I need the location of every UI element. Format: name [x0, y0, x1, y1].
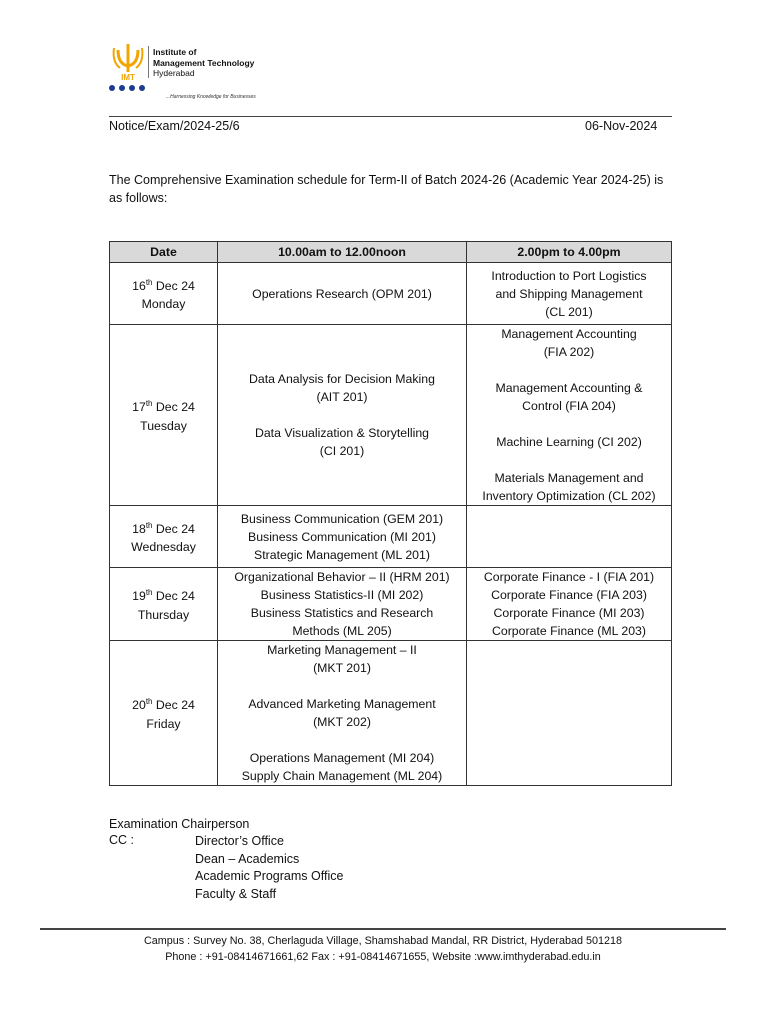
- exam-line: Strategic Management (ML 201): [254, 547, 430, 562]
- day-number: 20: [132, 698, 146, 713]
- exam-line: Control (FIA 204): [522, 399, 616, 413]
- exam-line: Methods (ML 205): [292, 624, 392, 638]
- exam-line: (FIA 202): [543, 345, 595, 359]
- date-line: [112, 395, 215, 416]
- weekday: Wednesday: [131, 540, 196, 555]
- exam-line: Management Accounting &: [495, 381, 643, 395]
- month: Dec 24: [155, 400, 195, 415]
- date-cell: [110, 263, 218, 325]
- logo-dots: [109, 85, 145, 91]
- exam-line: Management Accounting: [501, 327, 637, 341]
- exam-line: and Shipping Management: [495, 286, 643, 301]
- examination-chairperson: Examination Chairperson: [109, 817, 250, 831]
- exam-line: Data Analysis for Decision Making: [249, 372, 435, 386]
- dot-icon: [119, 85, 125, 91]
- group-spacer: [220, 731, 464, 749]
- cc-list: [195, 833, 343, 904]
- exam-line: Operations Management (MI 204): [249, 751, 435, 765]
- notice-number: Notice/Exam/2024-25/6: [109, 119, 240, 133]
- table-row: [110, 506, 672, 568]
- notice-date: 06-Nov-2024: [585, 119, 658, 133]
- exam-line: Corporate Finance (ML 203): [491, 624, 646, 638]
- morning-exams-cell: [218, 263, 467, 325]
- group-spacer: [469, 361, 669, 379]
- day-suffix: th: [145, 588, 153, 598]
- logo-tagline: ...Harnessing Knowledge for Businesses: [166, 94, 256, 100]
- group-spacer: [469, 415, 669, 433]
- svg-text:IMT: IMT: [121, 73, 135, 82]
- day-number: 18: [132, 522, 146, 537]
- morning-exams-cell: [218, 568, 467, 641]
- weekday: Thursday: [137, 607, 190, 622]
- table-header-row: [110, 242, 672, 263]
- footer-address: [40, 933, 726, 965]
- header-morning: 10.00am to 12.00noon: [218, 242, 467, 263]
- logo-line-3: Hyderabad: [153, 68, 195, 78]
- cc-label: CC :: [109, 833, 134, 847]
- day-number: 16: [132, 279, 146, 294]
- exam-line: Introduction to Port Logistics: [491, 268, 647, 283]
- exam-schedule-table: [109, 241, 672, 786]
- footer-campus: Campus : Survey No. 38, Cherlaguda Village, Shamshabad Mandal, RR District, Hyderabad 501218: [143, 935, 623, 947]
- logo-line-1: Institute of: [153, 47, 197, 57]
- month: Dec 24: [155, 279, 195, 294]
- exam-line: Business Communication (GEM 201): [240, 511, 444, 526]
- date-line: [112, 517, 215, 538]
- cc-item: Academic Programs Office: [195, 869, 344, 884]
- exam-line: Business Statistics and Research: [250, 606, 434, 620]
- date-line: [112, 693, 215, 714]
- exam-line: (AIT 201): [316, 390, 368, 404]
- day-suffix: th: [145, 399, 153, 409]
- month: Dec 24: [155, 589, 195, 604]
- logo-divider: [148, 46, 149, 78]
- dot-icon: [129, 85, 135, 91]
- day-suffix: th: [145, 520, 153, 530]
- group-spacer: [220, 677, 464, 695]
- cc-item: Dean – Academics: [195, 851, 300, 866]
- date-cell: [110, 568, 218, 641]
- exam-line: Business Statistics-II (MI 202): [260, 588, 424, 602]
- institute-logo: [108, 42, 148, 82]
- exam-line: Marketing Management – II: [267, 643, 417, 657]
- morning-exams-cell: [218, 641, 467, 786]
- afternoon-exams-cell: [467, 568, 672, 641]
- exam-line: Corporate Finance - I (FIA 201): [483, 570, 655, 584]
- day-suffix: th: [145, 697, 153, 707]
- weekday: Tuesday: [140, 418, 187, 433]
- afternoon-exams-cell: [467, 506, 672, 568]
- dot-icon: [139, 85, 145, 91]
- exam-line: Supply Chain Management (ML 204): [241, 769, 443, 783]
- exam-line: Organizational Behavior – II (HRM 201): [234, 570, 450, 584]
- exam-line: Business Communication (MI 201): [248, 529, 436, 544]
- day-number: 17: [132, 400, 146, 415]
- exam-line: Inventory Optimization (CL 202): [482, 489, 656, 503]
- day-number: 19: [132, 589, 146, 604]
- cc-item: Faculty & Staff: [195, 887, 277, 902]
- logo-text: [153, 47, 254, 79]
- date-cell: [110, 641, 218, 786]
- exam-line: Operations Research (OPM 201): [252, 286, 432, 301]
- morning-exams-cell: [218, 506, 467, 568]
- date-cell: [110, 325, 218, 506]
- exam-line: Corporate Finance (FIA 203): [491, 588, 647, 602]
- table-row: [110, 641, 672, 786]
- dot-icon: [109, 85, 115, 91]
- exam-line: (CL 201): [545, 304, 593, 319]
- header-rule: [109, 116, 672, 117]
- afternoon-exams-cell: [467, 263, 672, 325]
- exam-line: Machine Learning (CI 202): [496, 435, 642, 449]
- date-line: [112, 584, 215, 605]
- table-body: [110, 263, 672, 786]
- exam-line: (CI 201): [319, 444, 365, 458]
- date-cell: [110, 506, 218, 568]
- afternoon-exams-cell: [467, 325, 672, 506]
- footer-rule: [40, 928, 726, 930]
- group-spacer: [469, 451, 669, 469]
- table-row: [110, 325, 672, 506]
- exam-line: Advanced Marketing Management: [248, 697, 436, 711]
- footer-contact: Phone : +91-08414671661,62 Fax : +91-08414671655, Website :www.imthyderabad.edu.in: [165, 951, 601, 963]
- weekday: Monday: [141, 297, 186, 312]
- exam-line: Corporate Finance (MI 203): [493, 606, 645, 620]
- header-date: Date: [110, 242, 218, 263]
- table-row: [110, 568, 672, 641]
- day-suffix: th: [145, 277, 153, 287]
- exam-line: (MKT 201): [313, 661, 371, 675]
- afternoon-exams-cell: [467, 641, 672, 786]
- logo-line-2: Management Technology: [153, 57, 255, 68]
- month: Dec 24: [155, 698, 195, 713]
- exam-line: Data Visualization & Storytelling: [254, 426, 430, 440]
- exam-line: (MKT 202): [313, 715, 371, 729]
- header-afternoon: 2.00pm to 4.00pm: [467, 242, 672, 263]
- table-row: [110, 263, 672, 325]
- cc-item: Director’s Office: [195, 834, 284, 848]
- date-line: [112, 274, 215, 295]
- morning-exams-cell: [218, 325, 467, 506]
- intro-paragraph: The Comprehensive Examination schedule for Term-II of Batch 2024-26 (Academic Year 2024-25) is as follows:: [109, 173, 664, 205]
- trident-logo-icon: [108, 42, 148, 82]
- weekday: Friday: [146, 716, 181, 731]
- month: Dec 24: [155, 522, 195, 537]
- group-spacer: [220, 406, 464, 424]
- exam-line: Materials Management and: [494, 471, 644, 485]
